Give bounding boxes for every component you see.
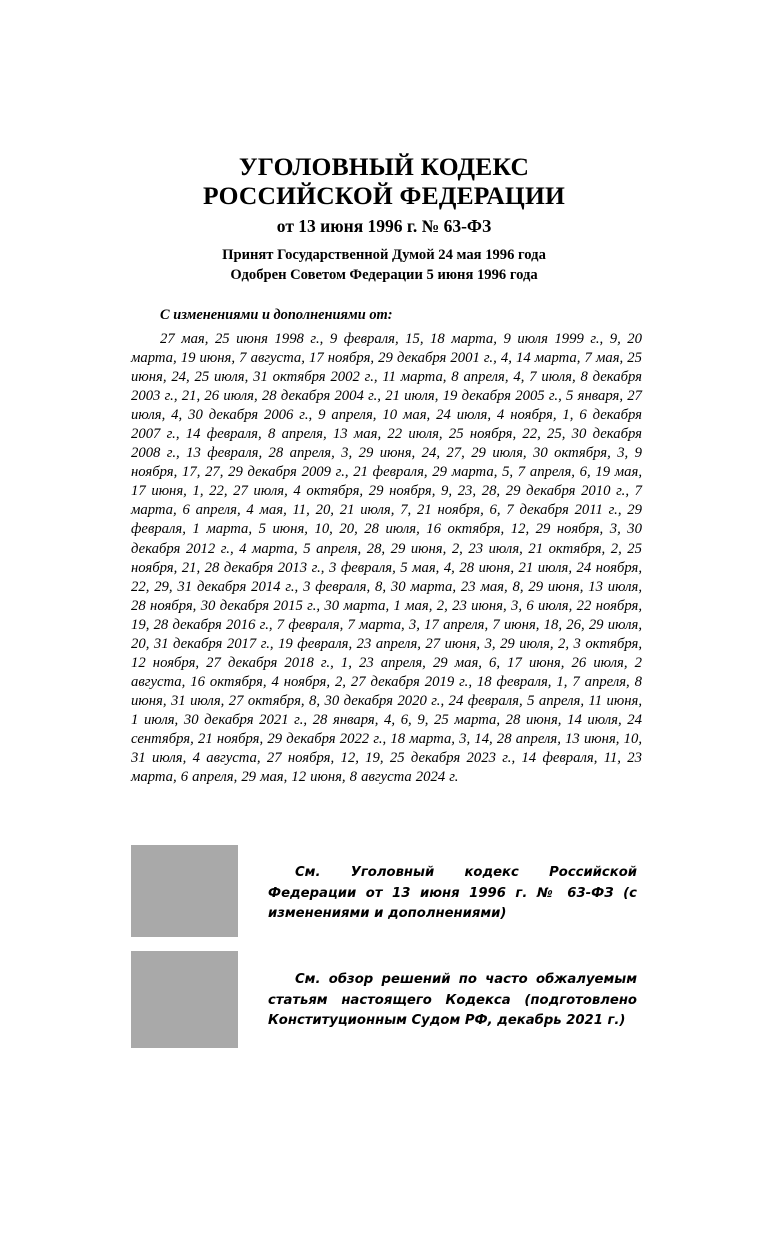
amendments-list: 27 мая, 25 июня 1998 г., 9 февраля, 15, 18 марта, 9 июля 1999 г., 9, 20 марта, 19 июня, 7 августа, 17 ноября, 29 декабря 2001 г., 4, 14 марта, 7 мая, 25 июня, 24, 25 июля, 31 октября 2002 г., 11 марта, 8 апреля, 4, 7 июля, 8 декабря 2003 г., 21, 26 июля, 28 декабря 2004 г., 21 июля, 19 декабря 2005 г., 5 января, 27 июля, 4, 30 декабря 2006 г., 9 апреля, 10 мая, 24 июля, 4 ноября, 1, 6 декабря 2007 г., 14 февраля, 8 апреля, 13 мая, 22 июля, 25 ноября, 22, 25, 30 декабря 2008 г., 13 февраля, 28 апреля, 3, 29 июня, 24, 27, 29 июля, 30 октября, 3, 9 ноября, 17, 27, 29 декабря 2009 г., 21 февраля, 29 марта, 5, 7 апреля, 6, 19 мая, 17 июня, 1, 22, 27 июля, 4 октября, 29 ноября, 9, 23, 28, 29 декабря 2010 г., 7 марта, 6 апреля, 4 мая, 11, 20, 21 июля, 7, 21 ноября, 6, 7 декабря 2011 г., 29 февраля, 1 марта, 5 июня, 10, 20, 28 июля, 16 октября, 12, 29 ноября, 3, 30 декабря 2012 г., 4 марта, 5 апреля, 28, 29 июня, 2, 23 июля, 21 октября, 2, 25 ноября, 21, 28 декабря 2013 г., 3 февраля, 5 мая, 4, 28 июня, 21 июля, 24 ноября, 22, 29, 31 декабря 2014 г., 3 февраля, 8, 30 марта, 23 мая, 8, 29 июня, 13 июля, 28 ноября, 30 декабря 2015 г., 30 марта, 1 мая, 2, 23 июня, 3, 6 июля, 22 ноября, 19, 28 декабря 2016 г., 7 февраля, 7 марта, 3, 17 апреля, 7 июня, 18, 26, 29 июля, 20, 31 декабря 2017 г., 19 февраля, 23 апреля, 27 июня, 3, 29 июля, 2, 3 октября, 12 ноября, 27 декабря 2018 г., 1, 23 апреля, 29 мая, 6, 17 июня, 26 июля, 2 августа, 16 октября, 4 ноября, 2, 27 декабря 2019 г., 18 февраля, 1, 7 апреля, 8 июня, 31 июля, 27 октября, 8, 30 декабря 2020 г., 24 февраля, 5 апреля, 11 июня, 1 июля, 30 декабря 2021 г., 28 января, 4, 6, 9, 25 марта, 28 июня, 14 июля, 24 сентября, 21 ноября, 29 декабря 2022 г., 18 марта, 3, 14, 28 апреля, 13 июня, 10, 31 июля, 4 августа, 27 ноября, 12, 19, 25 декабря 2023 г., 14 февраля, 11, 23 марта, 6 апреля, 29 мая, 12 июня, 8 августа 2024 г. [131, 331, 642, 786]
document-title-block [131, 152, 637, 238]
note-2-text[interactable]: См. обзор решений по часто обжалуемым статьям настоящего Кодекса (подготовлено Конституционным Судом РФ, декабрь 2021 г.) [268, 972, 637, 1028]
note-grey-swatch [131, 951, 238, 1048]
note-grey-swatch [131, 845, 238, 937]
adoption-info-block [131, 246, 637, 285]
document-title-line-2: РОССИЙСКОЙ ФЕДЕРАЦИИ [202, 181, 566, 210]
document-subtitle: от 13 июня 1996 г. № 63-ФЗ [276, 216, 492, 236]
document-title-line-1: УГОЛОВНЫЙ КОДЕКС [238, 152, 530, 181]
page-title [131, 152, 637, 210]
reference-note-1 [131, 845, 637, 937]
adopted-by-duma-line: Принят Государственной Думой 24 мая 1996 года [222, 247, 546, 263]
reference-note-2 [131, 951, 637, 1048]
amendments-heading: С изменениями и дополнениями от: [160, 307, 393, 323]
note-1-text[interactable]: См. Уголовный кодекс Российской Федерации от 13 июня 1996 г. № 63-ФЗ (с изменениями и дополнениями) [268, 865, 637, 921]
approved-by-council-line: Одобрен Советом Федерации 5 июня 1996 года [230, 266, 538, 283]
